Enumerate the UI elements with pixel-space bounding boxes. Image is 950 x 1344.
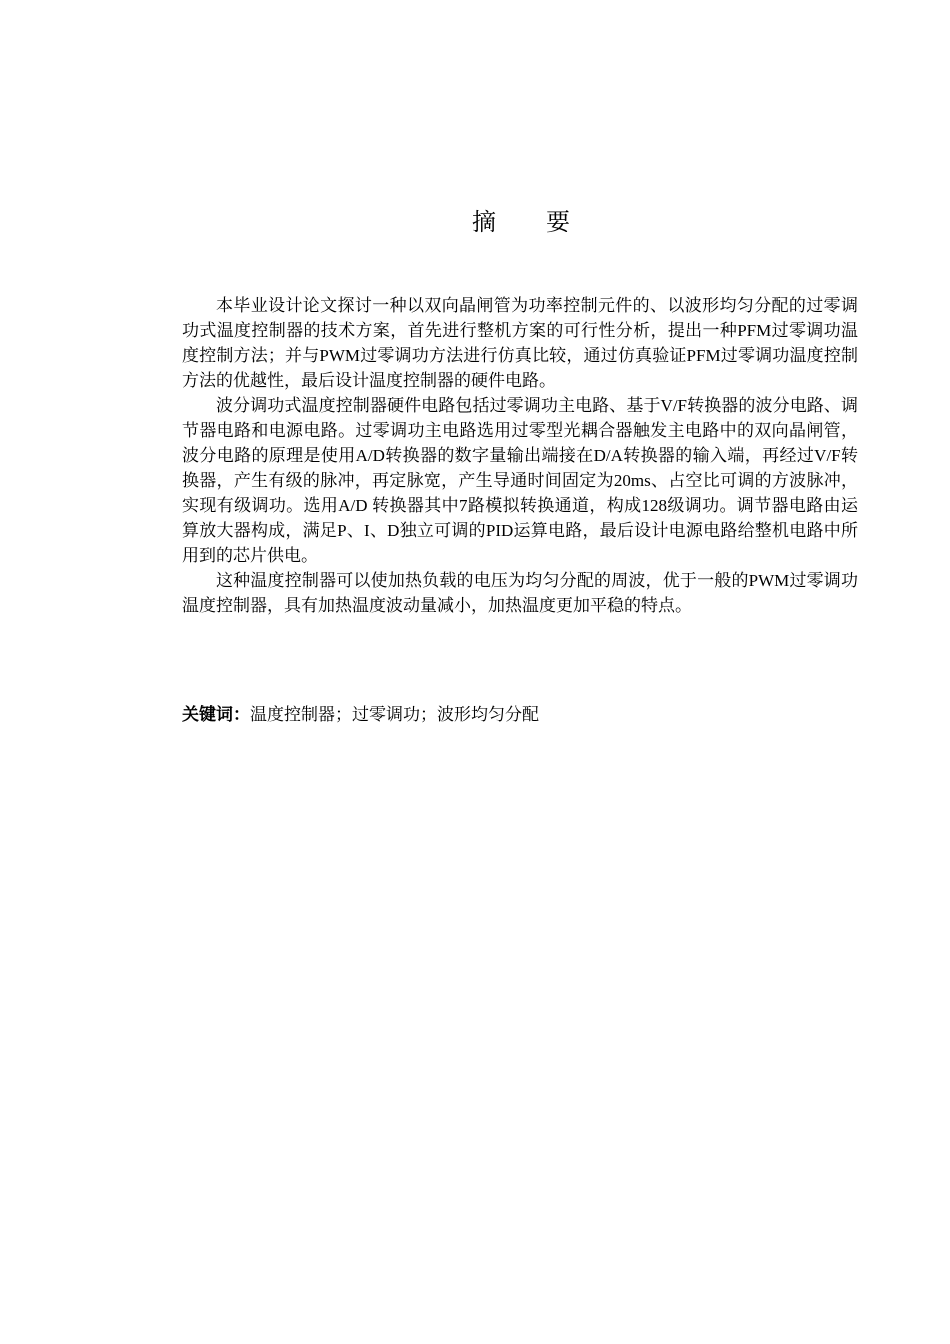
abstract-paragraph-1: 本毕业设计论文探讨一种以双向晶闸管为功率控制元件的、以波形均匀分配的过零调功式温度控制器的技术方案，首先进行整机方案的可行性分析，提出一种PFM过零调功温度控制方法；并与PWM过零调功方法进行仿真比较，通过仿真验证PFM过零调功温度控制方法的优越性，最后设计温度控制器的硬件电路。 xyxy=(182,296,858,390)
abstract-title-char-2: 要 xyxy=(546,208,570,236)
abstract-paragraph-2: 波分调功式温度控制器硬件电路包括过零调功主电路、基于V/F转换器的波分电路、调节器电路和电源电路。过零调功主电路选用过零型光耦合器触发主电路中的双向晶闸管，波分电路的原理是使用A/D转换器的数字量输出端接在D/A转换器的输入端，再经过V/F转换器，产生有级的脉冲，再定脉宽，产生导通时间固定为20ms、占空比可调的方波脉冲，实现有级调功。选用A/D 转换器其中7路模拟转换通道，构成128级调功。调节器电路由运算放大器构成，满足P、I、D独立可调的PID运算电路，最后设计电源电路给整机电路中所用到的芯片供电。 xyxy=(182,396,858,565)
abstract-title xyxy=(0,204,950,240)
abstract-body xyxy=(182,293,858,618)
keywords-label: 关键词： xyxy=(182,705,250,725)
keywords-text: 温度控制器；过零调功；波形均匀分配 xyxy=(250,705,539,724)
abstract-paragraph-3: 这种温度控制器可以使加热负载的电压为均匀分配的周波，优于一般的PWM过零调功温度控制器，具有加热温度波动量减小，加热温度更加平稳的特点。 xyxy=(182,571,858,615)
abstract-title-char-1: 摘 xyxy=(472,208,496,236)
keywords-line xyxy=(182,702,858,728)
